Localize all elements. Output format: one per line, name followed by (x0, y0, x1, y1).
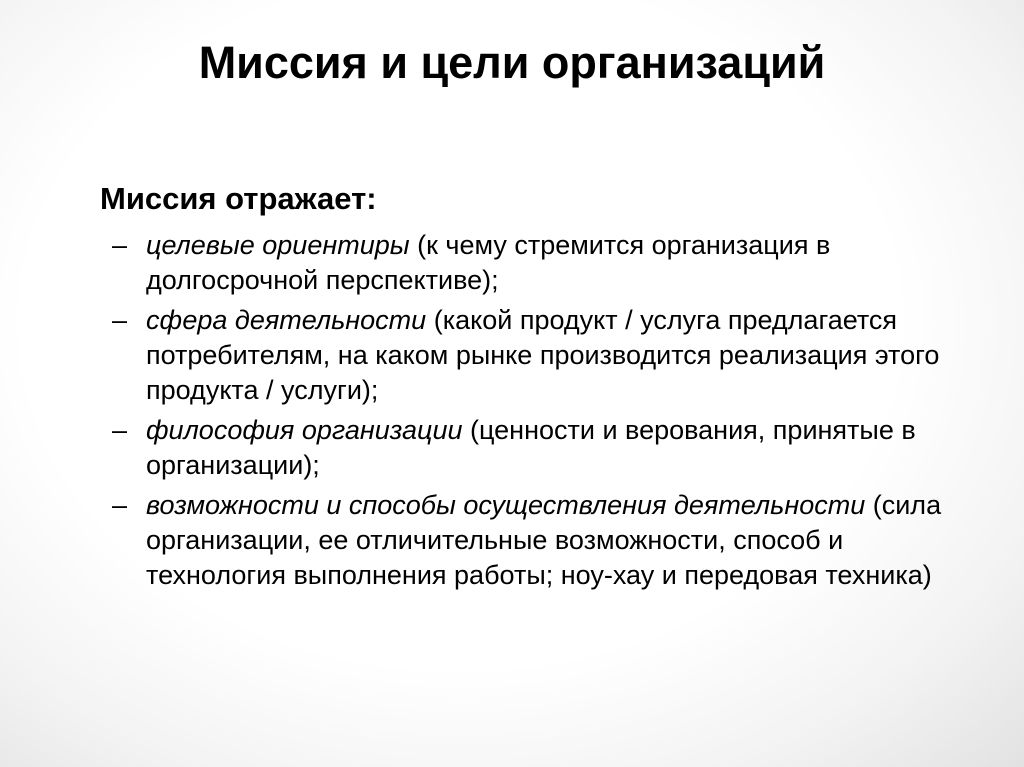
bullet-dash: – (112, 230, 128, 260)
bullet-term: возможности и способы осуществления деятельности (146, 490, 866, 520)
bullet-text: (сила организации, ее отличительные возможности, способ и технология выполнения работы; ноу-хау и передовая техника) (146, 490, 942, 590)
bullet-dash: – (112, 305, 128, 335)
bullet-text: (ценности и верования, принятые в организации); (146, 415, 916, 480)
bullet-term: целевые ориентиры (146, 230, 410, 260)
bullet-term: философия организации (146, 415, 463, 445)
bullet-text: (к чему стремится организация в долгосрочной перспективе); (146, 230, 831, 295)
bullet-list (100, 228, 980, 593)
bullet-item (100, 413, 980, 483)
bullet-item (100, 228, 980, 298)
bullet-dash: – (112, 415, 128, 445)
bullet-item (100, 488, 980, 593)
bullet-item (100, 303, 980, 408)
slide-title: Миссия и цели организаций (198, 37, 826, 88)
bullet-dash: – (112, 490, 128, 520)
subheading: Миссия отражает: (100, 181, 377, 216)
slide-content (100, 176, 980, 598)
bullet-text: (какой продукт / услуга предлагается потребителям, на каком рынке производится реализация этого продукта / услуги); (146, 305, 940, 405)
bullet-term: сфера деятельности (146, 305, 427, 335)
